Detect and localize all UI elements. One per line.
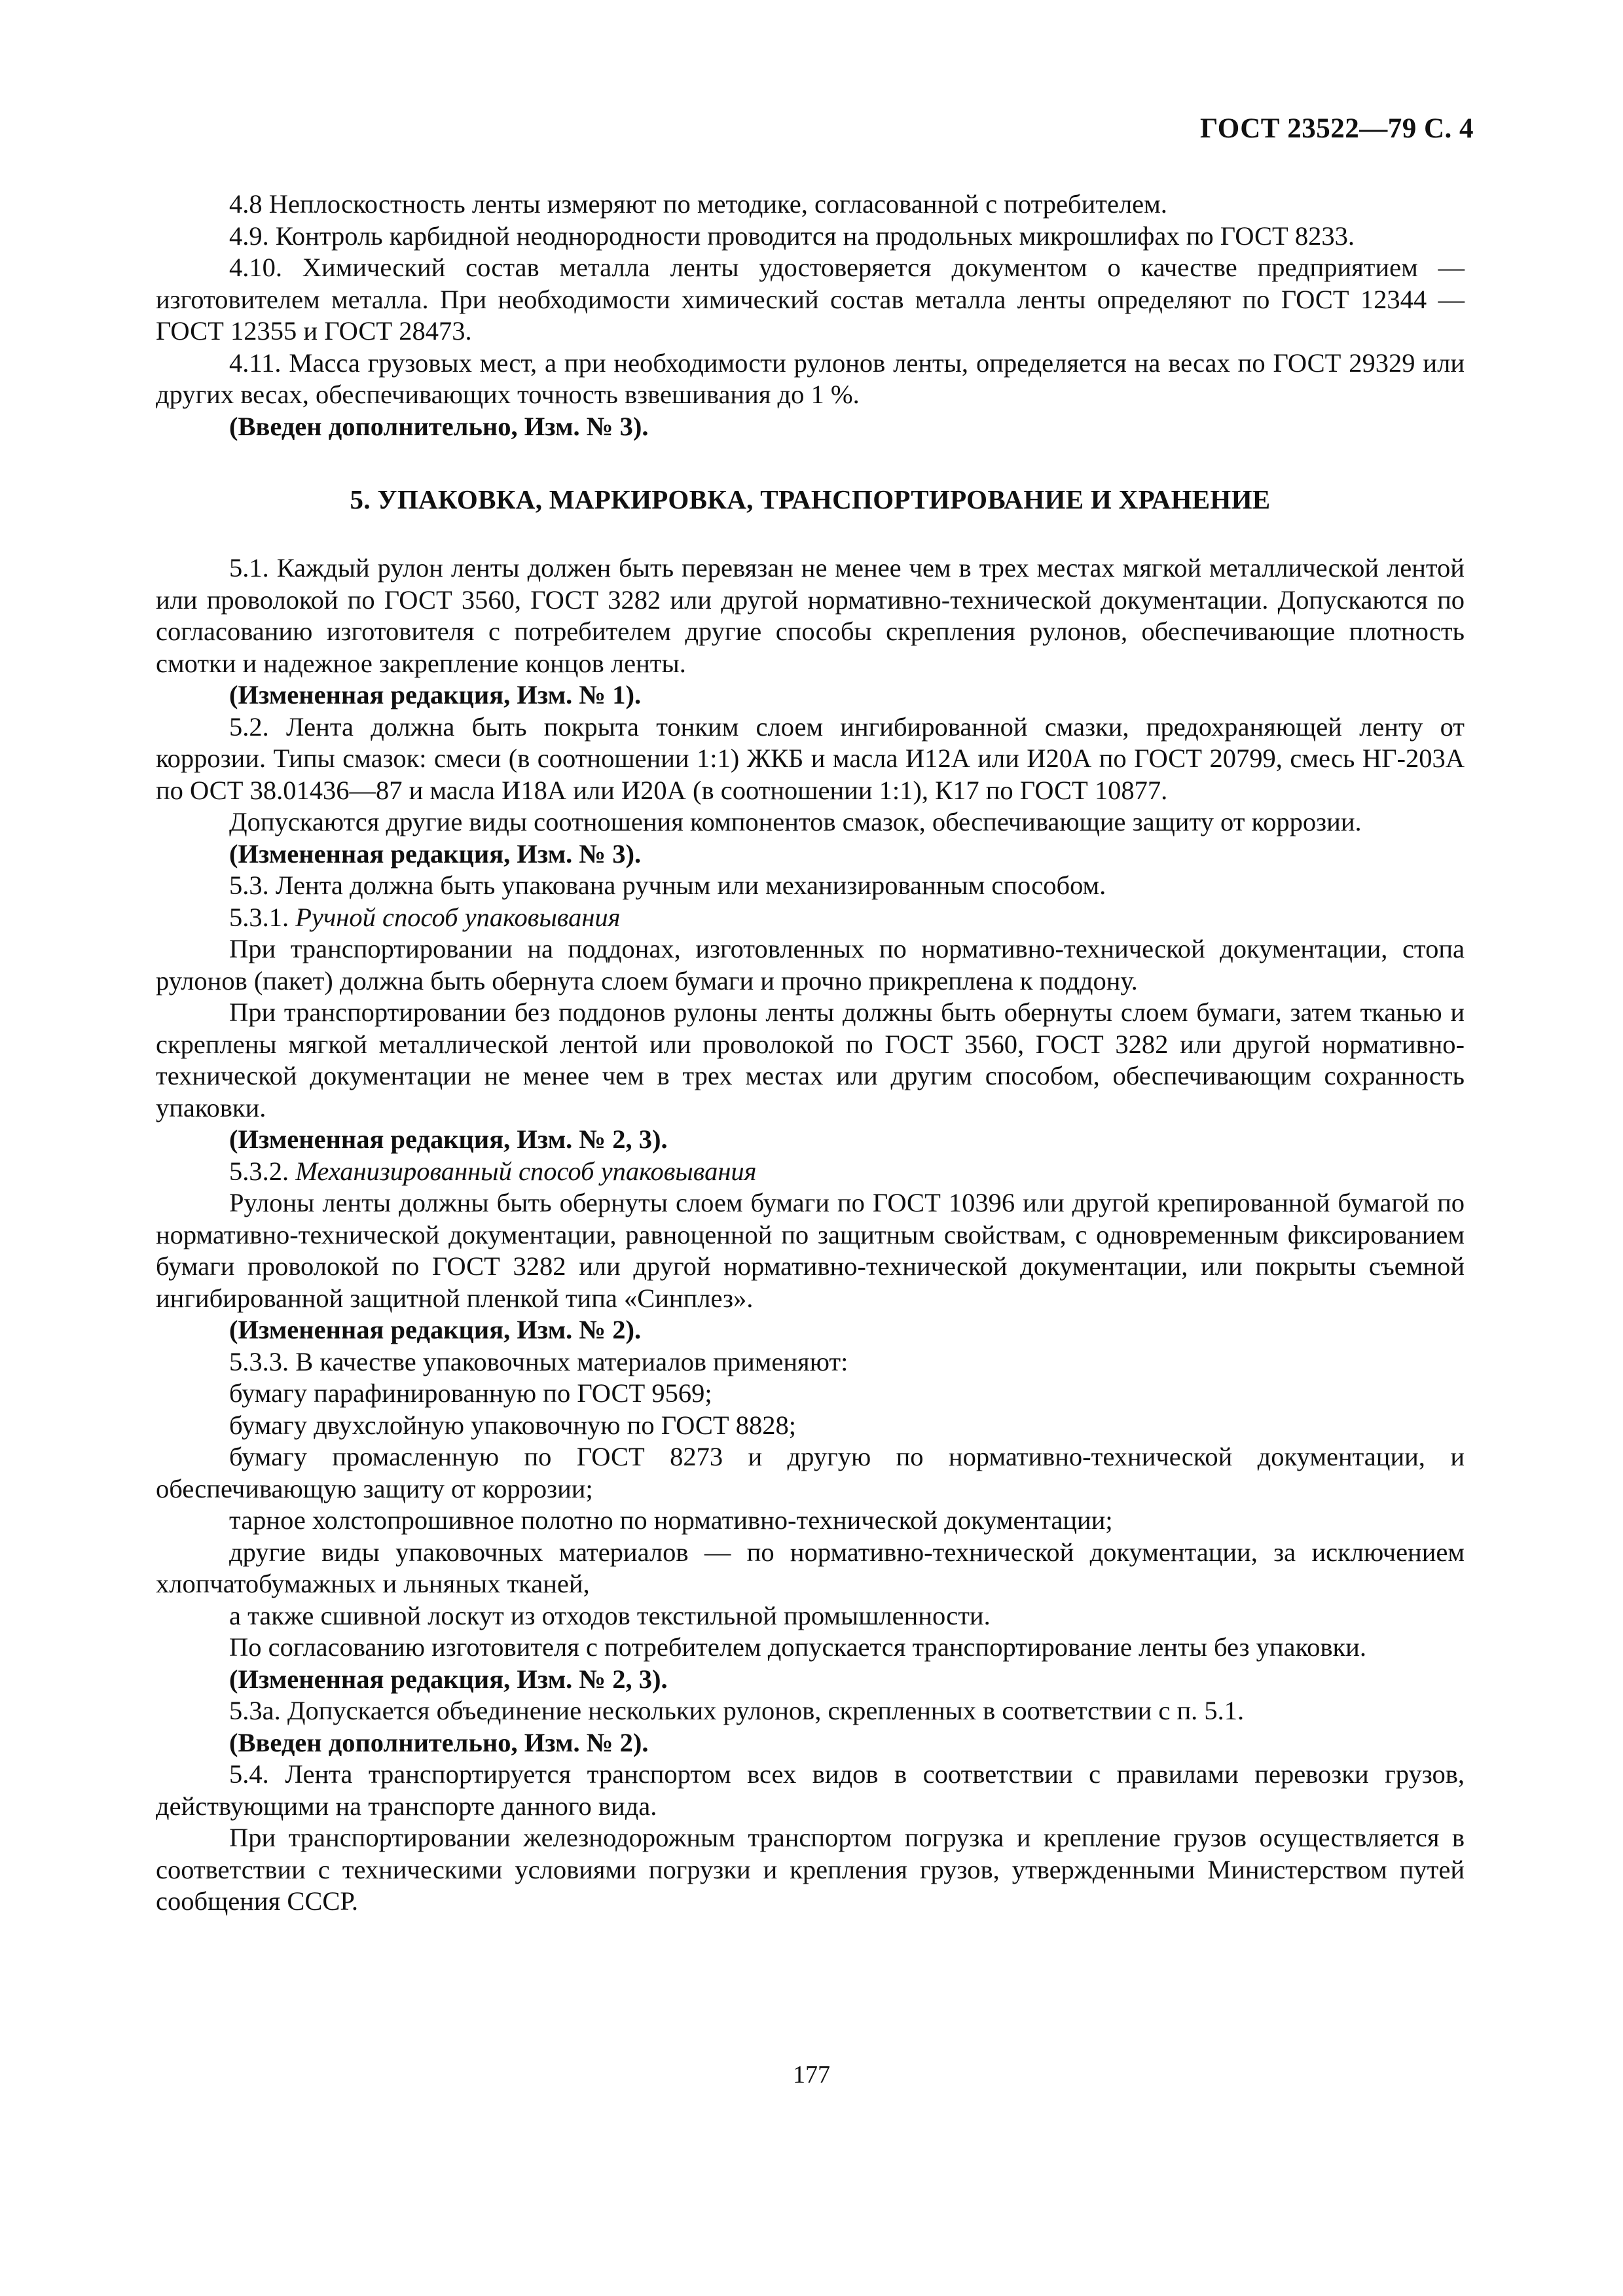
- paragraph-5-2-continued: Допускаются другие виды соотношения компонентов смазок, обеспечивающие защиту от коррозии.: [229, 807, 1362, 836]
- paragraph-5-3-2-a: Рулоны ленты должны быть обернуты слоем бумаги по ГОСТ 10396 или другой крепированной бумагой по нормативно-технической документации, равноценной по защитным свойствам, с одновременным фиксированием бумаги проволокой по ГОСТ 3282 или другой нормативно-технической документации, или покрыты съемной ингибированной защитной пленкой типа «Синплез».: [156, 1188, 1465, 1313]
- amendment-note: (Измененная редакция, Изм. № 1).: [229, 680, 642, 709]
- list-item: а также сшивной лоскут из отходов текстильной промышленности.: [229, 1600, 991, 1630]
- clause-title: Механизированный способ упаковывания: [295, 1156, 757, 1186]
- paragraph-5-4-continued: При транспортировании железнодорожным транспортом погрузка и крепление грузов осуществляется в соответствии с техническими условиями погрузки и крепления грузов, утвержденными Министерством путей сообщения СССР.: [156, 1823, 1465, 1916]
- list-item: другие виды упаковочных материалов — по нормативно-технической документации, за исключением хлопчатобумажных и льняных тканей,: [156, 1537, 1465, 1598]
- list-item: бумагу парафинированную по ГОСТ 9569;: [229, 1378, 712, 1408]
- clause-number: 5.3.2.: [229, 1156, 289, 1186]
- document-body: [156, 188, 1465, 1918]
- amendment-note: (Измененная редакция, Изм. № 2, 3).: [229, 1124, 668, 1154]
- standard-header: ГОСТ 23522—79 С. 4: [1199, 113, 1474, 144]
- paragraph-5-3-2-heading: [156, 1156, 1465, 1188]
- paragraph-5-3-1-a: При транспортировании на поддонах, изготовленных по нормативно-технической документации, стопа рулонов (пакет) должна быть обернута слоем бумаги и прочно прикреплена к поддону.: [156, 934, 1465, 996]
- amendment-note: (Измененная редакция, Изм. № 2).: [229, 1315, 642, 1344]
- paragraph-5-2: 5.2. Лента должна быть покрыта тонким слоем ингибированной смазки, предохраняющей ленту от коррозии. Типы смазок: смеси (в соотношении 1:1) ЖКБ и масла И12А или И20А по ГОСТ 20799, смесь НГ-203А по ОСТ 38.01436—87 и масла И18А или И20А (в соотношении 1:1), К17 по ГОСТ 10877.: [156, 711, 1465, 805]
- paragraph-5-3-3: 5.3.3. В качестве упаковочных материалов применяют:: [229, 1346, 848, 1376]
- paragraph-4-9: 4.9. Контроль карбидной неоднородности проводится на продольных микрошлифах по ГОСТ 8233.: [229, 221, 1355, 251]
- paragraph-5-3-1-b: При транспортировании без поддонов рулоны ленты должны быть обернуты слоем бумаги, затем тканью и скреплены мягкой металлической лентой или проволокой по ГОСТ 3560, ГОСТ 3282 или другой нормативно-технической документации не менее чем в трех местах или другим способом, обеспечивающим сохранность упаковки.: [156, 997, 1465, 1122]
- clause-title: Ручной способ упаковывания: [295, 902, 621, 932]
- list-item: бумагу промасленную по ГОСТ 8273 и другую по нормативно-технической документации, и обеспечивающую защиту от коррозии;: [156, 1442, 1465, 1503]
- amendment-note: (Введен дополнительно, Изм. № 2).: [229, 1727, 649, 1757]
- list-item: бумагу двухслойную упаковочную по ГОСТ 8828;: [229, 1410, 797, 1440]
- paragraph-4-8: 4.8 Неплоскостность ленты измеряют по методике, согласованной с потребителем.: [229, 189, 1167, 219]
- paragraph-5-1: 5.1. Каждый рулон ленты должен быть перевязан не менее чем в трех местах мягкой металлической лентой или проволокой по ГОСТ 3560, ГОСТ 3282 или другой нормативно-технической документации. Допускаются по согласованию изготовителя с потребителем другие способы скрепления рулонов, обеспечивающие плотность смотки и надежное закрепление концов ленты.: [156, 553, 1465, 678]
- list-item: тарное холстопрошивное полотно по нормативно-технической документации;: [229, 1505, 1113, 1535]
- paragraph-4-11: 4.11. Масса грузовых мест, а при необходимости рулонов ленты, определяется на весах по ГОСТ 29329 или других весах, обеспечивающих точность взвешивания до 1 %.: [156, 348, 1465, 409]
- list-item: По согласованию изготовителя с потребителем допускается транспортирование ленты без упаковки.: [229, 1632, 1366, 1662]
- amendment-note: (Измененная редакция, Изм. № 2, 3).: [229, 1664, 668, 1694]
- section-title: 5. УПАКОВКА, МАРКИРОВКА, ТРАНСПОРТИРОВАНИЕ И ХРАНЕНИЕ: [350, 484, 1271, 514]
- paragraph-5-4: 5.4. Лента транспортируется транспортом всех видов в соответствии с правилами перевозки грузов, действующими на транспорте данного вида.: [156, 1759, 1465, 1821]
- amendment-note: (Измененная редакция, Изм. № 3).: [229, 838, 642, 869]
- paragraph-4-10: 4.10. Химический состав металла ленты удостоверяется документом о качестве предприятием — изготовителем металла. При необходимости химический состав металла ленты определяют по ГОСТ 12344 — ГОСТ 12355 и ГОСТ 28473.: [156, 253, 1465, 346]
- page-number: 177: [793, 2061, 830, 2089]
- paragraph-5-3a: 5.3а. Допускается объединение нескольких рулонов, скрепленных в соответствии с п. 5.1.: [229, 1696, 1245, 1725]
- paragraph-5-3: 5.3. Лента должна быть упакована ручным или механизированным способом.: [229, 870, 1106, 900]
- amendment-note: (Введен дополнительно, Изм. № 3).: [229, 411, 649, 441]
- paragraph-5-3-1-heading: [156, 902, 1465, 934]
- clause-number: 5.3.1.: [229, 902, 289, 932]
